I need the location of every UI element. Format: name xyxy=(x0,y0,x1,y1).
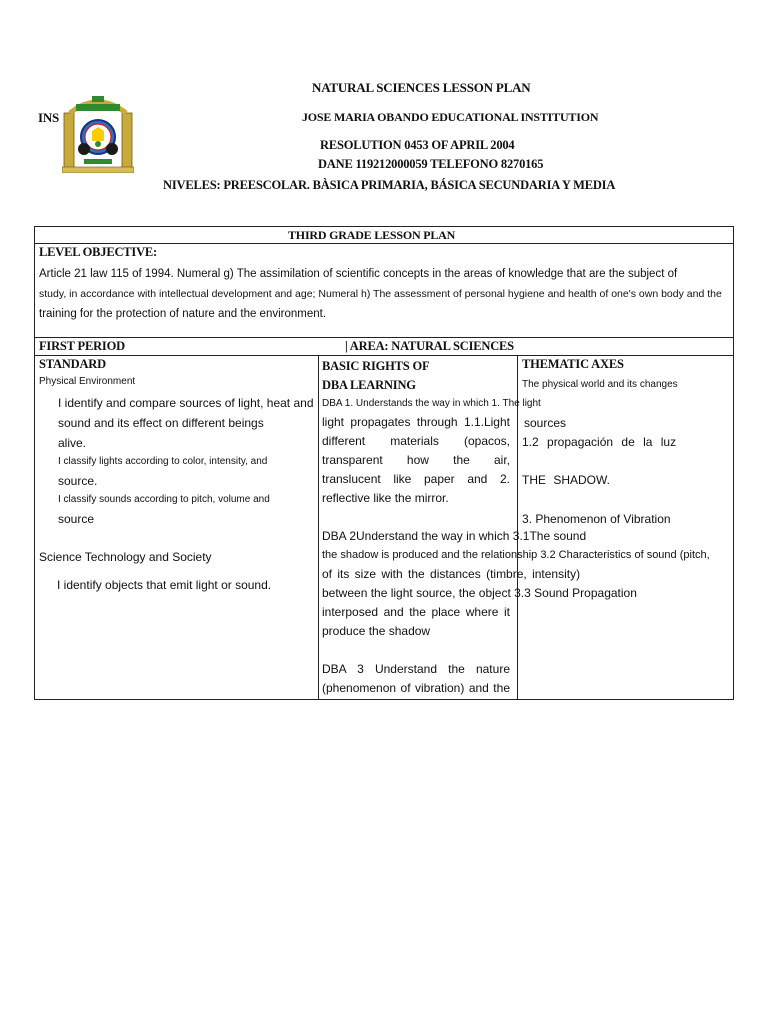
dba-line: different materials (opacos, xyxy=(322,434,510,448)
dane-line: DANE 119212000059 TELEFONO 8270165 xyxy=(318,157,544,171)
sts-label: Science Technology and Society xyxy=(39,550,212,564)
school-name: JOSE MARIA OBANDO EDUCATIONAL INSTITUTION xyxy=(302,110,599,124)
dba-line: (phenomenon of vibration) and the xyxy=(322,681,510,695)
level-objective-text xyxy=(39,264,749,324)
axes-item: THE SHADOW. xyxy=(522,473,611,487)
dba-line: between the light source, the object 3.3 Sound Propagation xyxy=(322,586,637,600)
dba-line: interposed and the place where it xyxy=(322,605,510,619)
axes-item: 3. Phenomenon of Vibration xyxy=(522,512,671,526)
level-objective-label: LEVEL OBJECTIVE: xyxy=(39,245,158,259)
axes-item: sources xyxy=(524,416,567,430)
standard-item: I classify sounds according to pitch, volume and xyxy=(58,494,270,505)
area-label: | AREA: NATURAL SCIENCES xyxy=(345,339,514,353)
ins-label: INS xyxy=(38,110,60,125)
objective-line: study, in accordance with intellectual development and age; Numeral h) The assessment of personal hygiene and health of one's own body and the xyxy=(39,288,722,300)
table-rule xyxy=(34,243,734,244)
standard-item: source xyxy=(58,512,95,526)
standard-item: source. xyxy=(58,474,98,488)
dba-line: of its size with the distances (timbre, intensity) xyxy=(322,567,581,581)
dba-line: the shadow is produced and the relationship 3.2 Characteristics of sound (pitch, xyxy=(322,549,710,561)
standard-header: STANDARD xyxy=(39,357,106,371)
niveles-line: NIVELES: PREESCOLAR. BÀSICA PRIMARIA, BÁSICA SECUNDARIA Y MEDIA xyxy=(163,178,616,192)
axes-item: 1.2 propagación de la luz xyxy=(522,435,677,449)
basic-rights-line: DBA LEARNING xyxy=(322,378,416,392)
standard-column xyxy=(39,376,314,595)
first-period-label: FIRST PERIOD xyxy=(39,339,125,353)
basic-rights-line: BASIC RIGHTS OF xyxy=(322,359,430,373)
table-rule xyxy=(34,355,734,356)
objective-line: Article 21 law 115 of 1994. Numeral g) The assimilation of scientific concepts in the areas of knowledge that are the subject of xyxy=(39,268,678,280)
document-title: NATURAL SCIENCES LESSON PLAN xyxy=(312,80,531,95)
school-crest-logo xyxy=(62,93,134,173)
dba-line: translucent like paper and 2. xyxy=(322,472,510,486)
axes-subtitle: The physical world and its changes xyxy=(522,379,678,390)
standard-item: I classify lights according to color, intensity, and xyxy=(58,456,268,467)
dba-line: reflective like the mirror. xyxy=(322,491,449,505)
dba-line: DBA 2Understand the way in which 3.1The sound xyxy=(322,529,587,543)
column-divider xyxy=(318,355,319,700)
physical-environment-label: Physical Environment xyxy=(39,376,136,387)
dba-line: produce the shadow xyxy=(322,624,431,638)
dba-line: DBA 1. Understands the way in which 1. The light xyxy=(322,398,541,409)
resolution-line: RESOLUTION 0453 OF APRIL 2004 xyxy=(320,138,515,152)
table-rule xyxy=(34,337,734,338)
thematic-axes-header: THEMATIC AXES xyxy=(522,357,624,371)
standard-item: alive. xyxy=(58,436,87,450)
dba-line: light propagates through 1.1.Light xyxy=(322,415,510,429)
basic-rights-header xyxy=(322,357,429,395)
standard-item: I identify and compare sources of light, heat and xyxy=(58,396,314,410)
standard-item: sound and its effect on different beings xyxy=(58,416,264,430)
grade-title: THIRD GRADE LESSON PLAN xyxy=(288,228,456,242)
dba-line: DBA 3 Understand the nature xyxy=(322,662,510,676)
objective-line: training for the protection of nature and the environment. xyxy=(39,308,327,320)
dba-line: transparent how the air, xyxy=(322,453,510,467)
sts-item: I identify objects that emit light or sound. xyxy=(57,578,272,592)
